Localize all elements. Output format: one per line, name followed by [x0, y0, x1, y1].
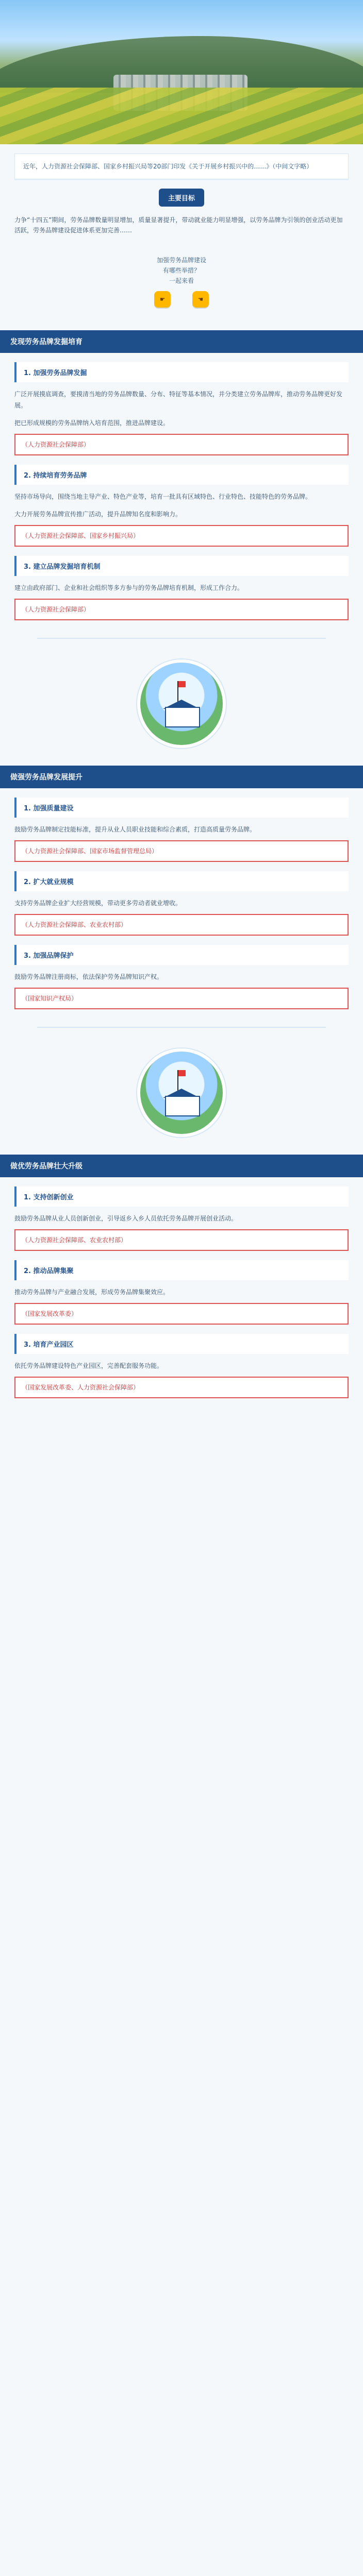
- section-1-sub-1-title: 1. 加强劳务品牌发掘: [14, 362, 349, 382]
- intro-text: 近年，人力资源社会保障部、国家乡村振兴局等20部门印发《关于开展乡村振兴中的……》（中间文字略）: [23, 163, 313, 170]
- section-1-sub-3-note: （人力资源社会保障部）: [14, 599, 349, 620]
- section-2-sub-2-note: （人力资源社会保障部、农业农村部）: [14, 914, 349, 936]
- section-2-sub-1-para-1: 鼓励劳务品牌制定技能标准，提升从业人员职业技能和综合素质，打造高质量劳务品牌。: [14, 826, 256, 833]
- section-3-sub-3-note: （国家发展改革委、人力资源社会保障部）: [14, 1377, 349, 1398]
- section-1-sub-2-title: 2. 持续培育劳务品牌: [14, 465, 349, 485]
- intro-box: [14, 154, 349, 179]
- hero-fields: [0, 88, 363, 144]
- section-2-sub-1-note: （人力资源社会保障部、国家市场监督管理总局）: [14, 840, 349, 862]
- section-3-sub-2-note: （国家发展改革委）: [14, 1303, 349, 1325]
- section-1-sub-1-para-2: 把已形成规模的劳务品牌纳入培育范围，推进品牌建设。: [14, 419, 170, 427]
- section-3-sub-2-title: 2. 推动品牌集聚: [14, 1260, 349, 1280]
- ask-block: [125, 250, 238, 313]
- section-3-sub-1-para-1: 鼓励劳务品牌从业人员创新创业，引导返乡入乡人员依托劳务品牌开展创业活动。: [14, 1215, 238, 1222]
- ask-line-3: 一起来看: [169, 277, 194, 284]
- section-3-sub-1-title: 1. 支持创新创业: [14, 1187, 349, 1207]
- section-1-sub-1-note: （人力资源社会保障部）: [14, 434, 349, 455]
- flag-icon: [178, 1070, 186, 1076]
- section-2-sub-2-para-1: 支持劳务品牌企业扩大经营规模，带动更多劳动者就业增收。: [14, 900, 182, 907]
- section-3-sub-2-para-1: 推动劳务品牌与产业融合发展，形成劳务品牌集聚效应。: [14, 1289, 170, 1296]
- ask-line-2: 有哪些举措？: [162, 267, 200, 274]
- section-banner-3: 做优劳务品牌壮大升级: [0, 1155, 363, 1177]
- section-banner-2: 做强劳务品牌发展提升: [0, 766, 363, 788]
- section-2-sub-2-title: 2. 扩大就业规模: [14, 871, 349, 891]
- section-1-sub-2-para-2: 大力开展劳务品牌宣传推广活动，提升品牌知名度和影响力。: [14, 511, 182, 518]
- section-1-sub-2-note: （人力资源社会保障部、国家乡村振兴局）: [14, 525, 349, 547]
- section-1-sub-3-title: 3. 建立品牌发掘培育机制: [14, 556, 349, 576]
- section-divider-1: [37, 638, 326, 639]
- section-3-sub-3-title: 3. 培育产业园区: [14, 1334, 349, 1354]
- hero-image: [0, 0, 363, 144]
- section-3-illustration: [137, 1048, 226, 1137]
- section-2-sub-3-note: （国家知识产权局）: [14, 988, 349, 1009]
- hand-point-left-icon: ☚: [192, 291, 209, 308]
- section-2-illustration: [137, 659, 226, 748]
- section-divider-2: [37, 1027, 326, 1028]
- section-3-sub-1-note: （人力资源社会保障部、农业农村部）: [14, 1229, 349, 1251]
- house-icon: [165, 1096, 200, 1116]
- section-1-sub-1-para-1: 广泛开展摸底调查，要摸清当地的劳务品牌数量、分布、特征等基本情况，并分类建立劳务品牌库，推动劳务品牌更好发展。: [14, 391, 343, 409]
- ask-line-1: 加强劳务品牌建设: [156, 257, 206, 264]
- section-2-sub-3-title: 3. 加强品牌保护: [14, 945, 349, 965]
- section-banner-1: 发现劳务品牌发掘培育: [0, 330, 363, 353]
- section-1-sub-3-para-1: 建立由政府部门、企业和社会组织等多方参与的劳务品牌培育机制，形成工作合力。: [14, 584, 244, 591]
- lead-text: 力争“十四五”期间，劳务品牌数量明显增加，质量显著提升，带动就业能力明显增强，以劳务品牌为引领的创业活动更加活跃，劳务品牌建设促进体系更加完善……: [14, 216, 343, 234]
- flag-icon: [178, 681, 186, 687]
- section-2-sub-3-para-1: 鼓励劳务品牌注册商标，依法保护劳务品牌知识产权。: [14, 973, 163, 980]
- section-1-sub-2-para-1: 坚持市场导向，围绕当地主导产业、特色产业等，培育一批具有区域特色、行业特色、技能特色的劳务品牌。: [14, 493, 312, 500]
- goal-badge: 主要目标: [159, 189, 204, 207]
- section-2-sub-1-title: 1. 加强质量建设: [14, 798, 349, 818]
- section-3-sub-3-para-1: 依托劳务品牌建设特色产业园区，完善配套服务功能。: [14, 1362, 163, 1369]
- house-icon: [165, 707, 200, 727]
- hand-point-right-icon: ☛: [154, 291, 171, 308]
